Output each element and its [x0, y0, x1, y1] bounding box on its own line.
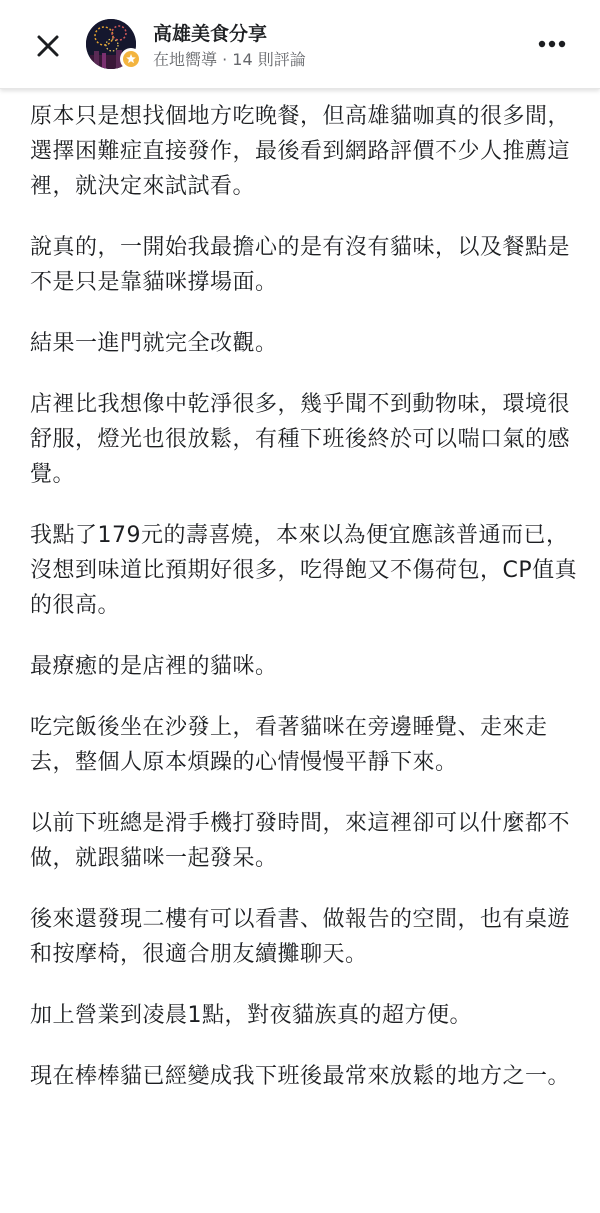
close-button[interactable]	[28, 30, 68, 62]
page-name[interactable]: 高雄美食分享	[153, 23, 268, 45]
post-header	[0, 0, 600, 89]
post-body	[30, 99, 582, 1094]
post-paragraph: 店裡比我想像中乾淨很多，幾乎聞不到動物味，環境很舒服，燈光也很放鬆，有種下班後終於可以喘口氣的感覺。	[30, 392, 571, 487]
post-paragraph: 我點了179元的壽喜燒，本來以為便宜應該普通而已，沒想到味道比預期好很多，吃得飽又不傷荷包，CP值真的很高。	[30, 523, 578, 618]
more-horizontal-icon	[538, 40, 566, 48]
more-options-button[interactable]	[530, 32, 574, 56]
post-paragraph: 現在棒棒貓已經變成我下班後最常來放鬆的地方之一。	[30, 1064, 571, 1089]
post-paragraph: 原本只是想找個地方吃晚餐，但高雄貓咖真的很多間，選擇困難症直接發作，最後看到網路評價不少人推薦這裡，就決定來試試看。	[30, 104, 571, 199]
post-paragraph: 後來還發現二樓有可以看書、做報告的空間，也有桌遊和按摩椅，很適合朋友續攤聊天。	[30, 907, 571, 967]
top-fan-badge-icon	[122, 50, 140, 68]
page-subtitle: 在地嚮導 · 14 則評論	[153, 50, 306, 69]
post-paragraph: 結果一進門就完全改觀。	[30, 331, 278, 356]
post-paragraph: 說真的，一開始我最擔心的是有沒有貓味，以及餐點是不是只是靠貓咪撐場面。	[30, 235, 571, 295]
post-paragraph: 吃完飯後坐在沙發上，看著貓咪在旁邊睡覺、走來走去，整個人原本煩躁的心情慢慢平靜下來。	[30, 715, 548, 775]
badge-container	[120, 48, 142, 70]
post-paragraph: 以前下班總是滑手機打發時間，來這裡卻可以什麼都不做，就跟貓咪一起發呆。	[30, 811, 571, 871]
post-paragraph: 最療癒的是店裡的貓咪。	[30, 654, 278, 679]
post-paragraph: 加上營業到凌晨1點，對夜貓族真的超方便。	[30, 1003, 472, 1028]
close-icon	[36, 34, 60, 58]
